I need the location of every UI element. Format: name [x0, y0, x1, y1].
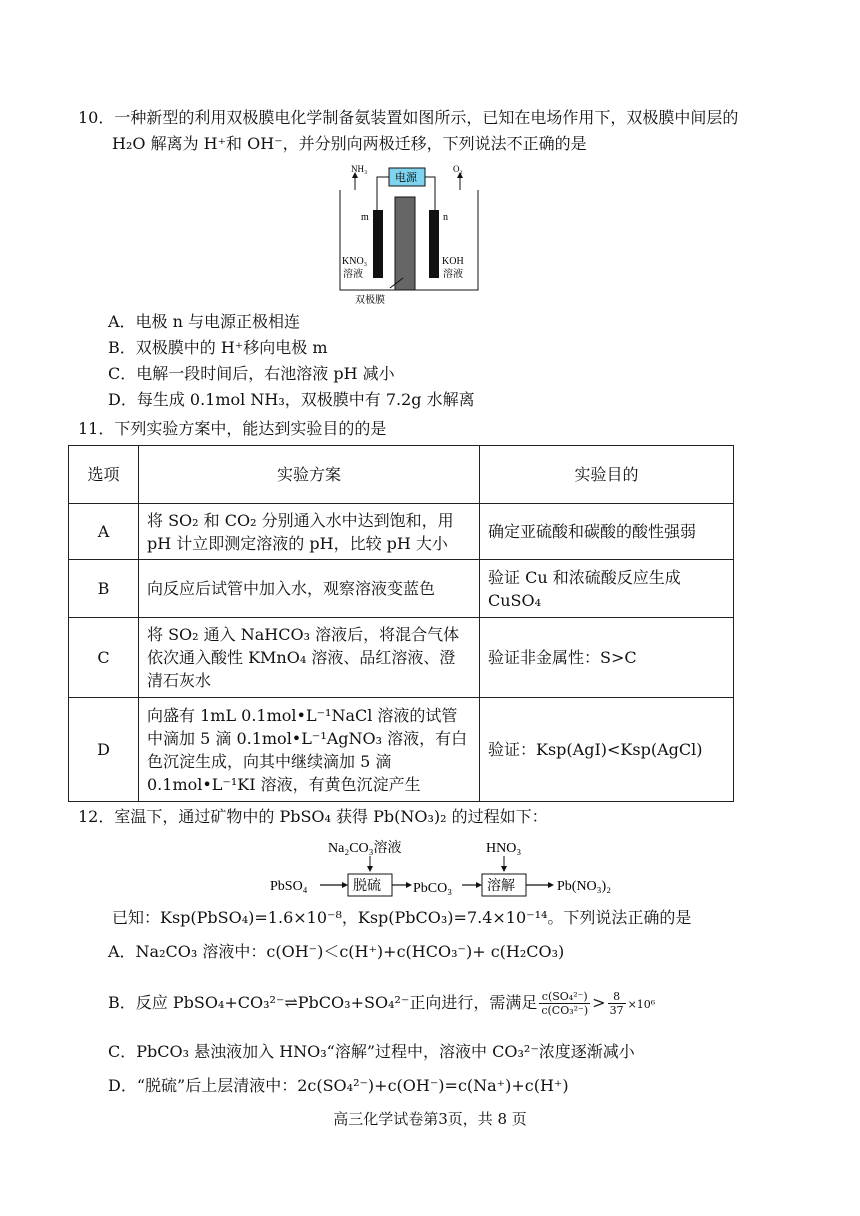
flow-step1: 脱硫 [353, 878, 381, 894]
electrode-n-label: n [443, 212, 448, 223]
ksp-ratio: $\frac{8}{37}$ [609, 990, 624, 1017]
electrolysis-diagram [335, 160, 485, 310]
q10-option-b: B．双极膜中的 H⁺移向电极 m [108, 338, 328, 357]
process-flow-diagram [270, 838, 630, 900]
bipolar-membrane [395, 197, 415, 290]
row-option: B [69, 560, 139, 618]
table-header-row [69, 446, 734, 504]
left-gas-label: NH₃ [351, 164, 368, 174]
q12-option-d: D．“脱硫”后上层清液中：2c(SO₄²⁻)+c(OH⁻)=c(Na⁺)+c(H⁺) [108, 1076, 569, 1095]
flow-step2: 溶解 [487, 878, 515, 894]
table-row [69, 698, 734, 802]
row-plan: 向盛有 1mL 0.1mol•L⁻¹NaCl 溶液的试管中滴加 5 滴 0.1mol•L⁻¹AgNO₃ 溶液，有白色沉淀生成，向其中继续滴加 5 滴 0.1mol•L⁻¹KI 溶液，有黄色沉淀产生 [139, 698, 480, 802]
electrode-n [429, 210, 439, 278]
flow-end: Pb(NO₃)₂ [557, 879, 612, 894]
left-solution-label-2: 溶液 [343, 269, 363, 280]
row-plan: 将 SO₂ 和 CO₂ 分别通入水中达到饱和，用 pH 计立即测定溶液的 pH，比较 pH 大小 [139, 504, 480, 560]
membrane-label: 双极膜 [355, 295, 385, 306]
table-row [69, 618, 734, 698]
table-row [69, 504, 734, 560]
right-solution-label: KOH [442, 256, 464, 267]
q12-option-b-text: B．反应 PbSO₄+CO₃²⁻⇌PbCO₃+SO₄²⁻正向进行，需满足 [108, 993, 538, 1012]
q10-stem-line2: H₂O 解离为 H⁺和 OH⁻，并分别向两极迁移，下列说法不正确的是 [112, 134, 587, 153]
q12-option-c: C．PbCO₃ 悬浊液加入 HNO₃“溶解”过程中，溶液中 CO₃²⁻浓度逐渐减小 [108, 1042, 635, 1061]
left-solution-label: KNO₃ [342, 256, 368, 267]
power-label: 电源 [395, 171, 417, 184]
page-footer: 高三化学试卷第3页，共 8 页 [333, 1110, 527, 1128]
row-goal: 确定亚硫酸和碳酸的酸性强弱 [480, 504, 734, 560]
q10-option-a: A．电极 n 与电源正极相连 [108, 312, 301, 331]
electrode-m-label: m [361, 212, 369, 223]
q12-option-b-gt: > [592, 993, 606, 1012]
header-goal: 实验目的 [480, 446, 734, 504]
flow-reagent2: HNO₃ [486, 841, 522, 856]
q12-known: 已知：Ksp(PbSO₄)=1.6×10⁻⁸，Ksp(PbCO₃)=7.4×10⁻¹⁴。下列说法正确的是 [112, 908, 692, 927]
header-plan: 实验方案 [139, 446, 480, 504]
q12-option-b-tail: ×10⁶ [627, 998, 656, 1011]
right-gas-label: O₂ [453, 164, 463, 174]
experiment-table [68, 445, 734, 802]
flow-start: PbSO₄ [270, 879, 308, 894]
flow-reagent1: Na₂CO₃溶液 [328, 841, 402, 856]
header-option: 选项 [69, 446, 139, 504]
row-plan: 将 SO₂ 通入 NaHCO₃ 溶液后，将混合气体依次通入酸性 KMnO₄ 溶液、品红溶液、澄清石灰水 [139, 618, 480, 698]
q10-option-d: D．每生成 0.1mol NH₃，双极膜中有 7.2g 水解离 [108, 390, 475, 409]
electrode-m [373, 210, 383, 278]
q12-option-b [108, 988, 655, 1020]
row-goal: 验证非金属性：S>C [480, 618, 734, 698]
q10-stem-line1: 10．一种新型的利用双极膜电化学制备氨装置如图所示，已知在电场作用下，双极膜中间层的 [78, 108, 739, 127]
q10-option-c: C．电解一段时间后，右池溶液 pH 减小 [108, 364, 395, 383]
row-option: D [69, 698, 139, 802]
row-goal: 验证 Cu 和浓硫酸反应生成 CuSO₄ [480, 560, 734, 618]
flow-mid: PbCO₃ [413, 881, 453, 896]
row-option: C [69, 618, 139, 698]
table-row [69, 560, 734, 618]
q11-stem: 11．下列实验方案中，能达到实验目的的是 [78, 419, 387, 438]
q12-stem: 12．室温下，通过矿物中的 PbSO₄ 获得 Pb(NO₃)₂ 的过程如下： [78, 807, 548, 826]
row-option: A [69, 504, 139, 560]
row-plan: 向反应后试管中加入水，观察溶液变蓝色 [139, 560, 480, 618]
right-solution-label-2: 溶液 [443, 269, 463, 280]
concentration-ratio: $\frac{\text{c(SO₄²⁻)}}{\text{c(CO₃²⁻)}}$ [541, 990, 589, 1017]
row-goal: 验证：Ksp(AgI)<Ksp(AgCl) [480, 698, 734, 802]
q12-option-a: A．Na₂CO₃ 溶液中：c(OH⁻)＜c(H⁺)+c(HCO₃⁻)+ c(H₂CO₃) [108, 942, 565, 961]
